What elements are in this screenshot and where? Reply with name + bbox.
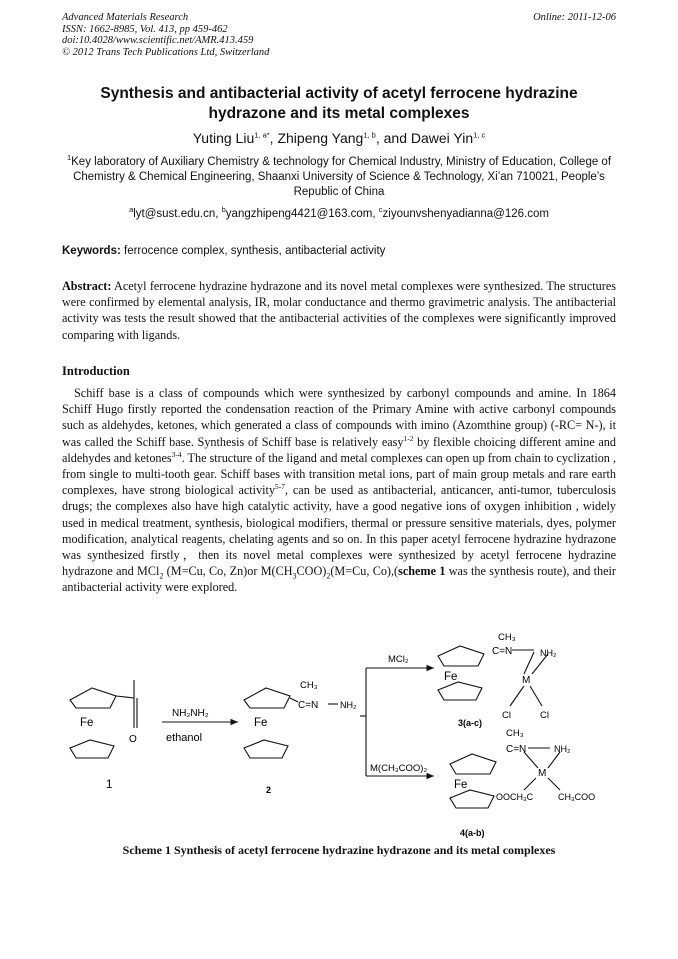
paper-title: Synthesis and antibacterial activity of acetyl ferrocene hydrazine hydrazone and its metal complexes xyxy=(100,85,578,122)
chloride-label: Cl xyxy=(502,710,511,721)
abstract: Abstract: Acetyl ferrocene hydrazine hydrazone and its novel metal complexes were synthesized. The structures were confirmed by elemental analysis, IR, molar conductance and thermo gravimetric analysis. The antibacterial activity was tests the result showed that the antibacterial activities of the complexes were significantly improved comparing with ligands. xyxy=(62,279,616,342)
introduction-paragraph: Schiff base is a class of compounds which were synthesized by carbonyl compounds and amine. In 1864 Schiff Hugo firstly reported the condensation reaction of the Primary Amine with active carbonyl compounds such as aldehydes, ketones, which generated a class of compounds with imino (Azomthine group) (-RC= N-), it was called the Schiff base. Synthesis of Schiff base is relatively easy$^{1-2}$ by flexible choicing different amine and aldehydes and ketones$^{3-4}$. The structure of the ligand and metal complexes can open up from chain to cyclization , from single to multi-tooth gear. Schiff bases with transition metal ions, part of main group metals and rare earth complexes, have strong biological activity$^{5-7}$, can be used as antibacterial, anticancer, anti-tumor, tuberculosis drugs; the complexes also have high catalytic activity, have a good negative ions of oxygen inhibition , widely used in medical treatment, synthesis, biological modifiers, thermal or pressure sensitive materials, dyes, polymer modification, analytical reagents, chelating agents and so on. In this paper acetyl ferrocene hydrazine hydrazone was synthesized firstly，then its novel metal complexes were synthesized by acetyl ferrocene hydrazine hydrazone and MCl$_2$ (M=Cu, Co, Zn)or $M(CH_3COO)_2(M=Cu$, Co),(scheme 1 was the synthesis route), and their antibacterial activity were explored. xyxy=(62,386,617,595)
bond xyxy=(116,696,134,698)
cyclopentadienyl-ring xyxy=(450,754,496,774)
bond xyxy=(530,686,542,706)
journal-header xyxy=(62,12,269,58)
email-link[interactable]: ziyounvshenyadianna@126.com xyxy=(382,208,549,220)
author-list: Yuting Liu$^{1, a*}$, Zhipeng Yang$^{1, b}$, and Dawei Yin$^{1, c}$ xyxy=(192,130,486,146)
acetate-label: CH₃COO xyxy=(558,792,596,802)
imine-label: C=N xyxy=(506,744,527,755)
doi: doi:10.4028/www.scientific.net/AMR.413.459 xyxy=(62,35,254,46)
amine-label: NH₂ xyxy=(340,700,357,710)
email-list: $^a$lyt@sust.edu.cn, $^b$yangzhipeng4421@163.com, $^c$ziyounvshenyadianna@126.com xyxy=(129,205,549,220)
reagent-label: NH₂NH₂ xyxy=(172,708,209,719)
compound-3-label: 3(a-c) xyxy=(458,718,483,728)
bond xyxy=(524,778,536,790)
scheme-diagram xyxy=(62,628,616,840)
section-heading-introduction: Introduction xyxy=(62,364,130,378)
citation: 1-2 xyxy=(403,433,414,443)
amine-label: NH₂ xyxy=(554,744,571,754)
metal-label: M xyxy=(522,675,531,686)
metal-label: M xyxy=(538,768,547,779)
iron-label: Fe xyxy=(454,779,468,791)
bond xyxy=(524,652,534,674)
amine-label: NH₂ xyxy=(540,648,557,658)
author-name: Dawei Yin xyxy=(410,130,474,146)
methyl-label: CH₃ xyxy=(506,728,524,739)
affiliation: $^1$Key laboratory of Auxiliary Chemistry & technology for Chemical Industry, Ministry of Education, College of Chemistry & Chemical Engineering, Shaanxi University of Science & Technology, Xi’an 710021, People’s Republic of China xyxy=(66,153,612,198)
bond xyxy=(548,752,560,768)
methyl-label: CH₃ xyxy=(498,632,516,643)
compound-4-label: 4(a-b) xyxy=(460,828,485,838)
author-and: and xyxy=(383,130,411,146)
imine-label: C=N xyxy=(298,700,319,711)
reagent-mcl2: MCl₂ xyxy=(388,654,409,665)
reaction-scheme xyxy=(62,628,616,840)
compound-2-label: 2 xyxy=(266,785,272,795)
chloride-label: Cl xyxy=(540,710,549,721)
cyclopentadienyl-ring xyxy=(450,790,494,808)
author-name: Yuting Liu xyxy=(192,130,255,146)
cyclopentadienyl-ring xyxy=(70,740,114,758)
solvent-label: ethanol xyxy=(166,732,203,744)
citation: 5-7 xyxy=(275,482,286,492)
methyl-label: CH₃ xyxy=(300,680,318,691)
email-link[interactable]: lyt@sust.edu.cn xyxy=(133,208,216,220)
email-link[interactable]: yangzhipeng4421@163.com xyxy=(225,208,373,220)
journal-name: Advanced Materials Research xyxy=(62,12,189,23)
cyclopentadienyl-ring xyxy=(438,646,484,666)
scheme-reference: scheme 1 xyxy=(398,564,446,579)
author-sup: 1, b xyxy=(363,130,376,140)
copyright: © 2012 Trans Tech Publications Ltd, Switzerland xyxy=(62,46,270,58)
cyclopentadienyl-ring xyxy=(244,740,288,758)
online-date: Online: 2011-12-06 xyxy=(533,12,616,23)
cyclopentadienyl-ring xyxy=(438,682,482,700)
keywords: Keywords: ferrocence complex, synthesis, antibacterial activity xyxy=(62,245,386,257)
cyclopentadienyl-ring xyxy=(70,688,116,708)
iron-label: Fe xyxy=(254,717,268,729)
imine-label: C=N xyxy=(492,646,513,657)
author-sup: 1, a* xyxy=(254,130,270,140)
bond xyxy=(510,686,524,706)
oxygen-label: O xyxy=(129,734,137,745)
compound-1-label: 1 xyxy=(106,779,113,791)
acetate-label: OOCH₃C xyxy=(496,792,534,802)
reagent-acetate: M(CH₃COO)₂ xyxy=(370,763,428,774)
scheme-caption: Scheme 1 Synthesis of acetyl ferrocene hydrazine hydrazone and its metal complexes xyxy=(122,843,556,857)
cyclopentadienyl-ring xyxy=(244,688,290,708)
iron-label: Fe xyxy=(80,717,94,729)
issn: ISSN: 1662-8985, Vol. 413, pp 459-462 xyxy=(62,23,228,35)
bond xyxy=(548,778,560,790)
author-name: Zhipeng Yang xyxy=(277,130,364,146)
bond xyxy=(290,698,298,702)
citation: 3-4 xyxy=(171,449,182,459)
abstract-label: Abstract: xyxy=(62,279,112,293)
iron-label: Fe xyxy=(444,671,458,683)
author-sup: 1, c xyxy=(473,130,486,140)
keywords-label: Keywords: xyxy=(62,245,121,257)
